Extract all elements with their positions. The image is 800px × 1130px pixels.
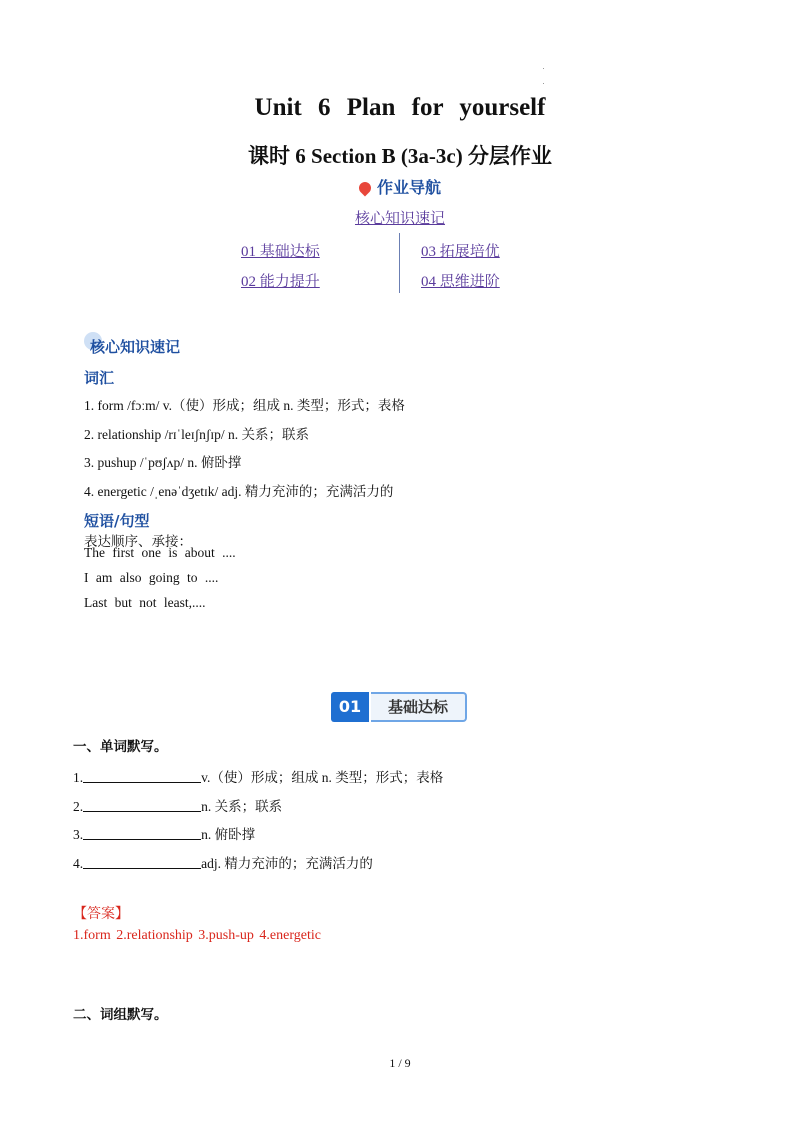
question-row — [73, 795, 282, 815]
vocab-item: 2. relationship /rɪˈleɪʃnʃɪp/ n. 关系；联系 — [84, 427, 309, 442]
question-text: n. 俯卧撑 — [201, 827, 256, 842]
answer-blank[interactable] — [83, 827, 201, 840]
page-title: Unit 6 Plan for yourself — [254, 94, 546, 121]
phrase-item: Last but not least,.... — [84, 595, 206, 610]
answer-blank[interactable] — [83, 856, 201, 869]
question-row — [73, 852, 373, 872]
phrase-intro: 表达顺序、承接： — [84, 534, 192, 549]
answer-blank[interactable] — [83, 770, 201, 783]
core-heading: 核心知识速记 — [90, 338, 181, 356]
question-text: adj. 精力充沛的；充满活力的 — [201, 856, 373, 871]
question-text: v.（使）形成；组成 n. 类型；形式；表格 — [201, 770, 444, 785]
part-title: 一、单词默写。 — [73, 739, 168, 754]
section-badge-label: 基础达标 — [371, 692, 467, 722]
vocab-item: 3. pushup /ˈpʊʃʌp/ n. 俯卧撑 — [84, 455, 242, 470]
vocab-heading: 词汇 — [84, 369, 115, 387]
section-badge — [331, 692, 469, 722]
question-row — [73, 766, 443, 786]
nav-heading: 作业导航 — [0, 175, 800, 198]
nav-link-04[interactable]: 04 思维进阶 — [421, 274, 500, 290]
question-number: 3. — [73, 827, 84, 842]
nav-core-link-wrap — [0, 207, 800, 228]
phrase-item: The first one is about .... — [84, 545, 236, 560]
phrase-heading: 短语/句型 — [84, 512, 150, 530]
question-text: n. 关系；联系 — [201, 799, 283, 814]
nav-divider — [399, 233, 400, 293]
nav-link-02[interactable]: 02 能力提升 — [241, 274, 320, 290]
answer-text: 1.form 2.relationship 3.push-up 4.energetic — [73, 928, 321, 943]
answer-blank[interactable] — [83, 799, 201, 812]
page-number: 1 / 9 — [389, 1056, 411, 1070]
section-badge-number: 01 — [331, 692, 369, 722]
corner-mark — [543, 68, 544, 69]
corner-mark — [543, 83, 544, 84]
question-number: 1. — [73, 770, 84, 785]
part-title: 二、词组默写。 — [73, 1007, 168, 1022]
question-number: 4. — [73, 856, 84, 871]
page-subtitle: 课时 6 Section B (3a-3c) 分层作业 — [248, 144, 552, 168]
vocab-item: 4. energetic /ˌenəˈdʒetɪk/ adj. 精力充沛的；充满活力的 — [84, 484, 394, 499]
question-row — [73, 823, 255, 843]
vocab-item: 1. form /fɔːm/ v.（使）形成；组成 n. 类型；形式；表格 — [84, 398, 405, 413]
answer-label: 【答案】 — [73, 907, 129, 922]
nav-link-03[interactable]: 03 拓展培优 — [421, 244, 500, 260]
question-number: 2. — [73, 799, 84, 814]
nav-link-core-knowledge[interactable]: 核心知识速记 — [354, 211, 445, 227]
location-pin-icon — [356, 180, 373, 197]
nav-link-01[interactable]: 01 基础达标 — [241, 244, 320, 260]
phrase-item: I am also going to .... — [84, 570, 219, 585]
